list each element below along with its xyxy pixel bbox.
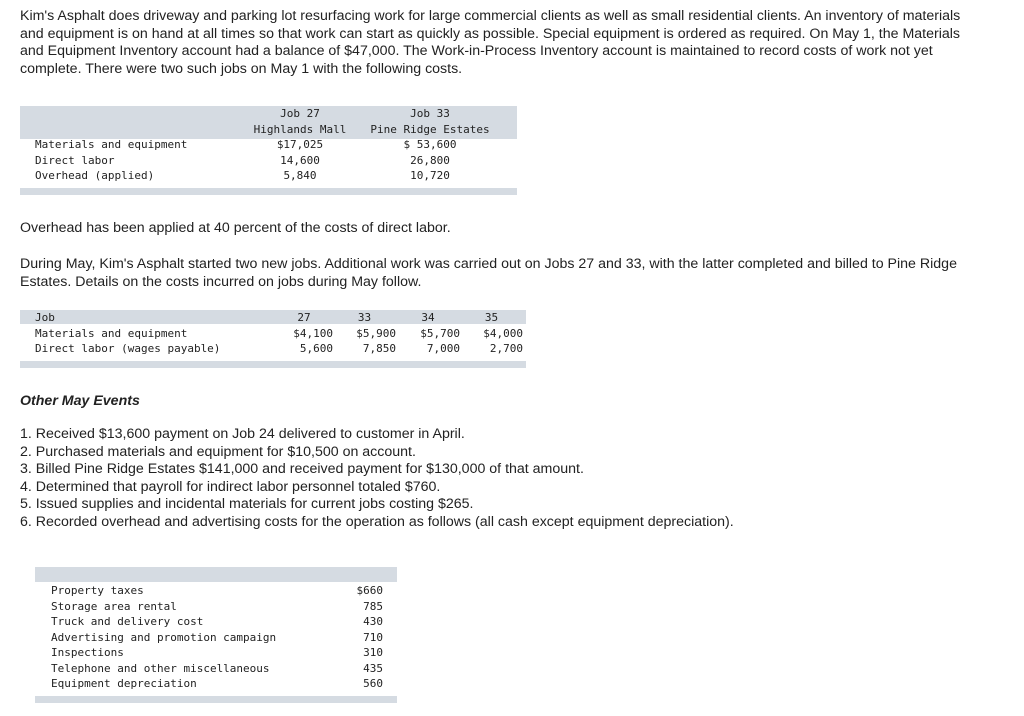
table-row <box>51 614 383 630</box>
table-header-row <box>35 106 500 122</box>
cell-value: 7,000 <box>426 342 460 355</box>
job-header-label: Job <box>35 311 55 324</box>
wip-jobs-table <box>35 106 500 184</box>
job33-client: Pine Ridge Estates <box>370 122 490 136</box>
row-label: Direct labor (wages payable) <box>35 342 221 355</box>
row-label: Materials and equipment <box>35 138 188 151</box>
table-row <box>51 583 383 599</box>
row-label: Advertising and promotion campaign <box>51 630 277 644</box>
job27-client: Highlands Mall <box>253 122 347 136</box>
table2-footer-bar <box>20 361 526 368</box>
events-list <box>20 426 1000 532</box>
job33-header: Job 33 <box>410 107 450 120</box>
overhead-costs-table <box>51 583 383 692</box>
table-row <box>51 661 383 677</box>
cell-value: 10,720 <box>410 169 450 182</box>
overhead-paragraph: Overhead has been applied at 40 percent of the costs of direct labor. <box>20 220 451 236</box>
row-label: Telephone and other miscellaneous <box>51 661 270 675</box>
row-label: Materials and equipment <box>35 326 188 340</box>
job-number: 27 <box>297 311 311 324</box>
cell-value: 5,840 <box>283 169 317 182</box>
intro-paragraph: Kim's Asphalt does driveway and parking lot resurfacing work for large commercial clients as well as small residential clients. An inventory of materials and equipment is on hand at all times so that work can start as quickly as possible. Special equipment is ordered as required. On May 1, the Materials and Equipment Inventory account had a balance of $47,000. The Work-in-Process Inventory account is maintained to record costs of work not yet complete. There were two such jobs on May 1 with the following costs. <box>20 8 961 77</box>
other-events-heading: Other May Events <box>20 393 140 409</box>
cell-value: 2,700 <box>489 342 523 355</box>
table3-header-bar <box>35 567 397 582</box>
table-header-row <box>35 122 500 138</box>
list-item: 3. Billed Pine Ridge Estates $141,000 and received payment for $130,000 of that amount. <box>20 461 584 478</box>
row-label: Overhead (applied) <box>35 169 155 182</box>
table-row <box>35 168 500 184</box>
table-row <box>35 341 523 357</box>
cell-value: $660 <box>356 584 383 597</box>
list-item: 6. Recorded overhead and advertising costs for the operation as follows (all cash except equipment depreciation). <box>20 513 734 530</box>
row-label: Truck and delivery cost <box>51 615 204 628</box>
cell-value: 26,800 <box>410 153 450 167</box>
cell-value: $5,700 <box>420 326 460 340</box>
cell-value: 785 <box>363 599 383 613</box>
table-row <box>51 630 383 646</box>
cell-value: 7,850 <box>362 342 396 355</box>
job-number: 35 <box>484 311 499 324</box>
row-label: Property taxes <box>51 584 144 597</box>
list-item: 5. Issued supplies and incidental materials for current jobs costing $265. <box>20 496 474 513</box>
cell-value: 5,600 <box>299 342 333 355</box>
row-label: Direct labor <box>35 153 115 167</box>
list-item: 4. Determined that payroll for indirect labor personnel totaled $760. <box>20 478 441 495</box>
table-row <box>35 153 500 169</box>
table-header-row <box>35 310 523 326</box>
cell-value: 560 <box>363 677 383 690</box>
table-row <box>51 676 383 692</box>
cell-value: 310 <box>363 646 383 659</box>
list-item: 2. Purchased materials and equipment for $10,500 on account. <box>20 443 416 460</box>
row-label: Storage area rental <box>51 599 177 613</box>
table-row <box>35 326 523 342</box>
row-label: Equipment depreciation <box>51 677 197 690</box>
row-label: Inspections <box>51 646 124 659</box>
list-item: 1. Received $13,600 payment on Job 24 delivered to customer in April. <box>20 426 465 442</box>
cell-value: 14,600 <box>280 153 320 167</box>
may-costs-table <box>35 310 523 357</box>
job-number: 33 <box>357 311 372 324</box>
job27-header: Job 27 <box>280 107 320 120</box>
may-paragraph: During May, Kim's Asphalt started two new jobs. Additional work was carried out on Jobs 27 and 33, with the latter completed and billed to Pine Ridge Estates. Details on the costs incurred on jobs during May follow. <box>20 256 957 290</box>
cell-value: $5,900 <box>356 326 396 340</box>
job-number: 34 <box>421 311 435 324</box>
table-row <box>51 645 383 661</box>
cell-value: 710 <box>363 630 383 644</box>
table-row <box>35 137 500 153</box>
cell-value: $4,100 <box>293 326 333 340</box>
table1-footer-bar <box>20 188 517 195</box>
cell-value: 435 <box>363 661 383 675</box>
cell-value: $ 53,600 <box>403 138 457 151</box>
table3-footer-bar <box>35 696 397 703</box>
cell-value: 430 <box>363 615 383 628</box>
cell-value: $17,025 <box>276 138 324 151</box>
table-row <box>51 599 383 615</box>
cell-value: $4,000 <box>483 326 523 340</box>
